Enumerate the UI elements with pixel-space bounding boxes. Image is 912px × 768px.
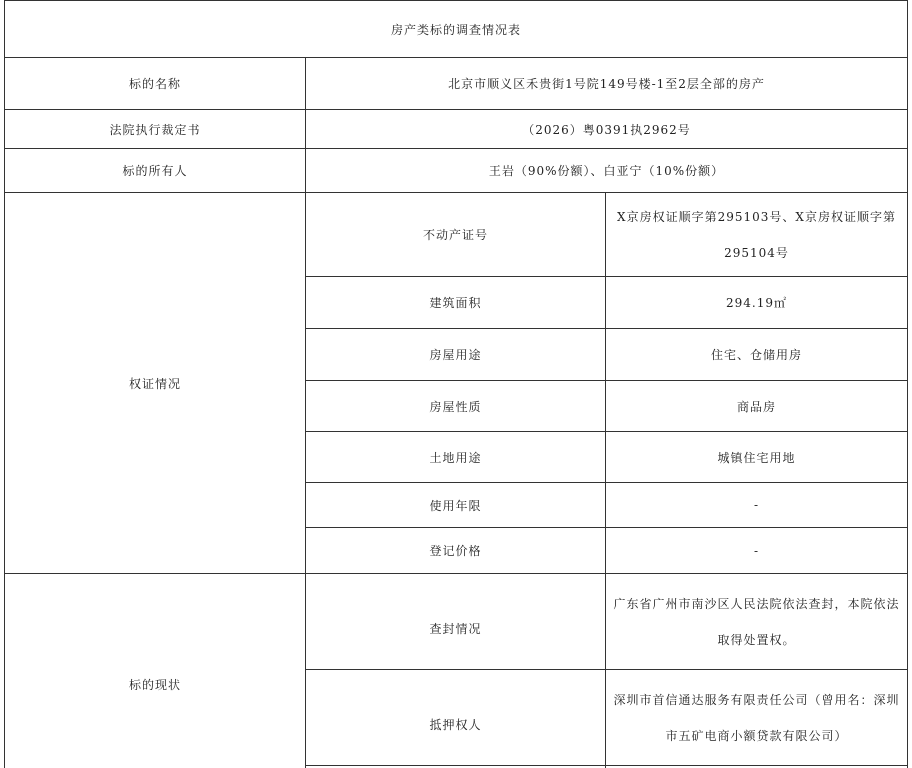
certificate-number-label: 不动产证号 — [306, 193, 606, 277]
usage-term-label: 使用年限 — [306, 483, 606, 528]
floor-area-value: 294.19㎡ — [606, 277, 908, 329]
subject-name-value: 北京市顺义区禾贵街1号院149号楼-1至2层全部的房产 — [306, 58, 908, 110]
row-subject-owner — [5, 149, 908, 193]
seizure-status-value: 广东省广州市南沙区人民法院依法查封，本院依法取得处置权。 — [606, 574, 908, 670]
house-nature-value: 商品房 — [606, 381, 908, 432]
registered-price-label: 登记价格 — [306, 528, 606, 574]
land-usage-label: 土地用途 — [306, 432, 606, 483]
table-title: 房产类标的调查情况表 — [5, 1, 908, 58]
rights-section-label: 权证情况 — [5, 193, 306, 574]
title-row — [5, 1, 908, 58]
subject-owner-label: 标的所有人 — [5, 149, 306, 193]
row-subject-name — [5, 58, 908, 110]
status-section-label: 标的现状 — [5, 574, 306, 768]
subject-owner-value: 王岩（90%份额）、白亚宁（10%份额） — [306, 149, 908, 193]
floor-area-label: 建筑面积 — [306, 277, 606, 329]
house-usage-value: 住宅、仓储用房 — [606, 329, 908, 381]
mortgagee-label: 抵押权人 — [306, 670, 606, 766]
usage-term-value: - — [606, 483, 908, 528]
certificate-number-value: X京房权证顺字第295103号、X京房权证顺字第295104号 — [606, 193, 908, 277]
subject-name-label: 标的名称 — [5, 58, 306, 110]
house-nature-label: 房屋性质 — [306, 381, 606, 432]
land-usage-value: 城镇住宅用地 — [606, 432, 908, 483]
row-seizure-status — [5, 574, 908, 670]
mortgagee-value: 深圳市首信通达服务有限责任公司（曾用名：深圳市五矿电商小额贷款有限公司） — [606, 670, 908, 766]
house-usage-label: 房屋用途 — [306, 329, 606, 381]
registered-price-value: - — [606, 528, 908, 574]
row-court-ruling — [5, 110, 908, 149]
court-ruling-label: 法院执行裁定书 — [5, 110, 306, 149]
seizure-status-label: 查封情况 — [306, 574, 606, 670]
court-ruling-value: （2026）粤0391执2962号 — [306, 110, 908, 149]
property-survey-table — [4, 0, 908, 768]
row-certificate-number — [5, 193, 908, 277]
